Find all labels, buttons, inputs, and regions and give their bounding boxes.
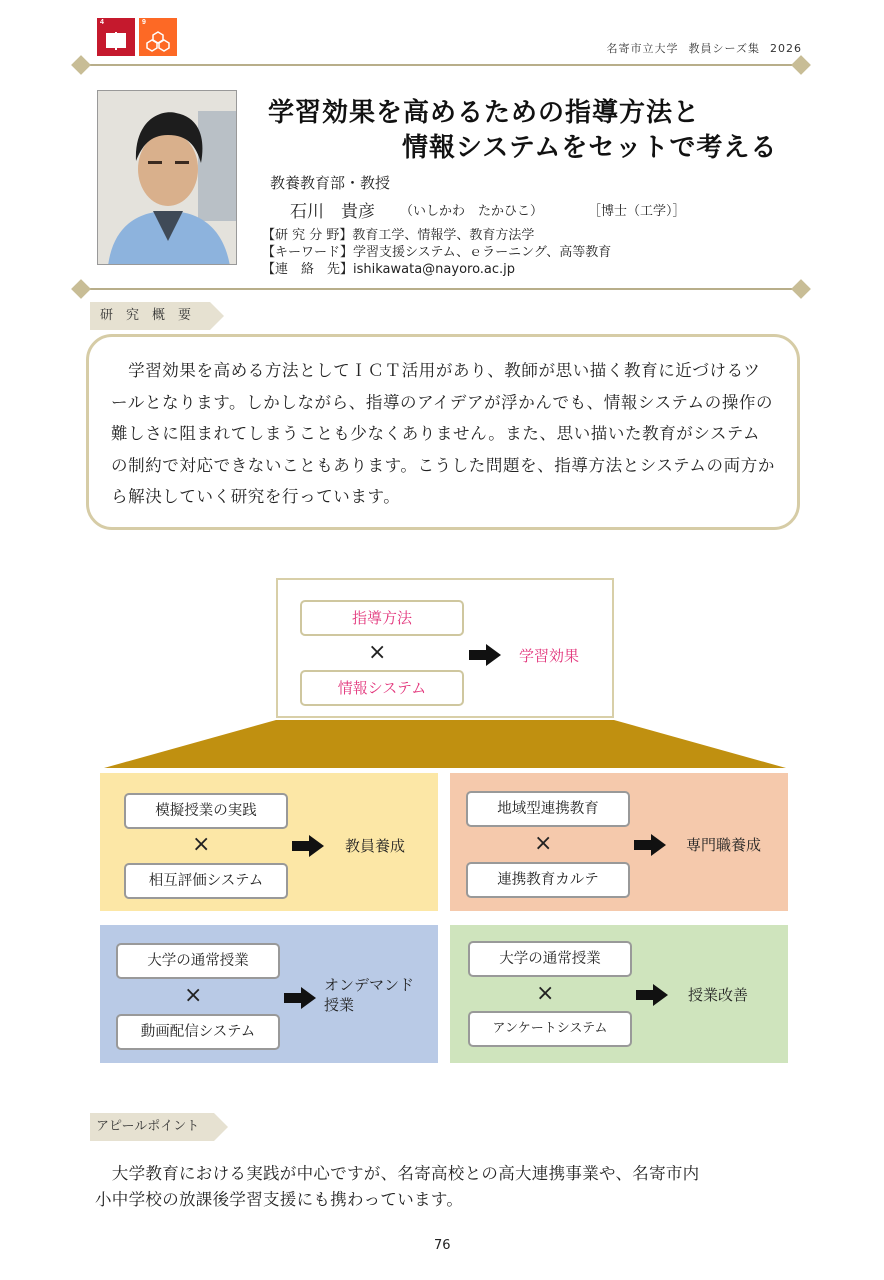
research-summary-text: 学習効果を高める方法としてＩＣＴ活用があり、教師が思い描く教育に近づけるツールとなります。しかしながら、指導のアイデアが浮かんでも、情報システムの操作の難しさに阻まれてしまうことも少なくありません。また、思い描いた教育がシステムの制約で対応できないこともあります。こうした問題を、指導方法とシステムの両方から解決していく研究を行っています。 [111,361,775,506]
result-line-1: オンデマンド [324,976,415,994]
degree: ［博士（工学）］ [588,204,686,219]
panel-result-on-demand-lessons [324,975,414,1015]
panel-lesson-improvement [450,925,788,1063]
panel-professional-training [450,773,788,911]
diagram-expansion-shape [96,720,796,770]
times-symbol: × [184,983,203,1008]
times-symbol: × [536,981,555,1006]
book-icon [104,30,128,52]
times-symbol: × [192,832,211,857]
article-title-line-2: 情報システムをセットで考える [402,133,778,163]
arrow-right-icon [284,987,316,1009]
divider-ornament [71,55,91,75]
sdg-9-number: 9 [142,19,146,26]
divider-ornament [791,55,811,75]
appeal-text-line-2: 小中学校の放課後学習支援にも携わっています。 [95,1190,464,1209]
result-line-2: 授業 [324,996,355,1014]
research-summary-box [86,334,800,530]
sdg-9-industry-innovation-badge [139,18,177,56]
times-symbol: × [368,640,387,665]
times-symbol: × [534,831,553,856]
diagram-item-information-system: 情報システム [300,670,464,706]
panel-item-regular-university-lessons: 大学の通常授業 [468,941,632,977]
panel-item-peer-evaluation-system: 相互評価システム [124,863,288,899]
panel-result-teacher-training: 教員養成 [345,837,406,855]
series-name: 教員シーズ集 [688,42,760,55]
divider-ornament [791,279,811,299]
panel-item-video-streaming-system: 動画配信システム [116,1014,280,1050]
panel-result-lesson-improvement: 授業改善 [688,986,749,1004]
panel-item-regular-university-lessons: 大学の通常授業 [116,943,280,979]
diagram-item-teaching-method: 指導方法 [300,600,464,636]
panel-item-questionnaire-system: アンケートシステム [468,1011,632,1047]
affiliation: 教養教育部・教授 [270,174,391,192]
publication-name: 名寄市立大学 [606,42,679,55]
diagram-result-learning-effect: 学習効果 [519,647,580,665]
name-reading: （いしかわ たかひこ） [400,204,544,219]
divider-ornament [71,279,91,299]
profile-photo [97,90,237,265]
arrow-right-icon [636,984,668,1006]
top-divider [78,64,808,66]
publication-header [597,40,802,56]
arrow-right-icon [634,834,666,856]
sdg-4-quality-education-badge [97,18,135,56]
cubes-icon [146,30,170,52]
researcher-name: 石川 貴彦 [290,202,375,222]
panel-result-professional-training: 専門職養成 [686,836,762,854]
section-label-summary: 研 究 概 要 [90,302,210,330]
sdg-4-number: 4 [100,19,104,26]
page-number: 76 [434,1238,451,1253]
panel-item-mock-lesson: 模擬授業の実践 [124,793,288,829]
diagram-overview-box [276,578,614,718]
arrow-right-icon [292,835,324,857]
panel-item-collaborative-education-record: 連携教育カルテ [466,862,630,898]
panel-on-demand-lessons [100,925,438,1063]
arrow-right-icon [469,644,501,666]
panel-item-regional-collaborative-education: 地域型連携教育 [466,791,630,827]
panel-teacher-training [100,773,438,911]
section-label-appeal: アピールポイント [90,1113,214,1141]
appeal-text-line-1: 大学教育における実践が中心ですが、名寄高校との高大連携事業や、名寄市内 [95,1164,700,1183]
article-title-line-1: 学習効果を高めるための指導方法と [268,98,701,128]
keywords: 【キーワード】学習支援システム、ｅラーニング、高等教育 [262,245,612,260]
publication-year: 2026 [770,42,802,55]
profile-divider [78,288,808,290]
contact-email[interactable]: 【連 絡 先】ishikawata@nayoro.ac.jp [262,262,516,277]
research-field: 【研 究 分 野】教育工学、情報学、教育方法学 [262,228,535,243]
